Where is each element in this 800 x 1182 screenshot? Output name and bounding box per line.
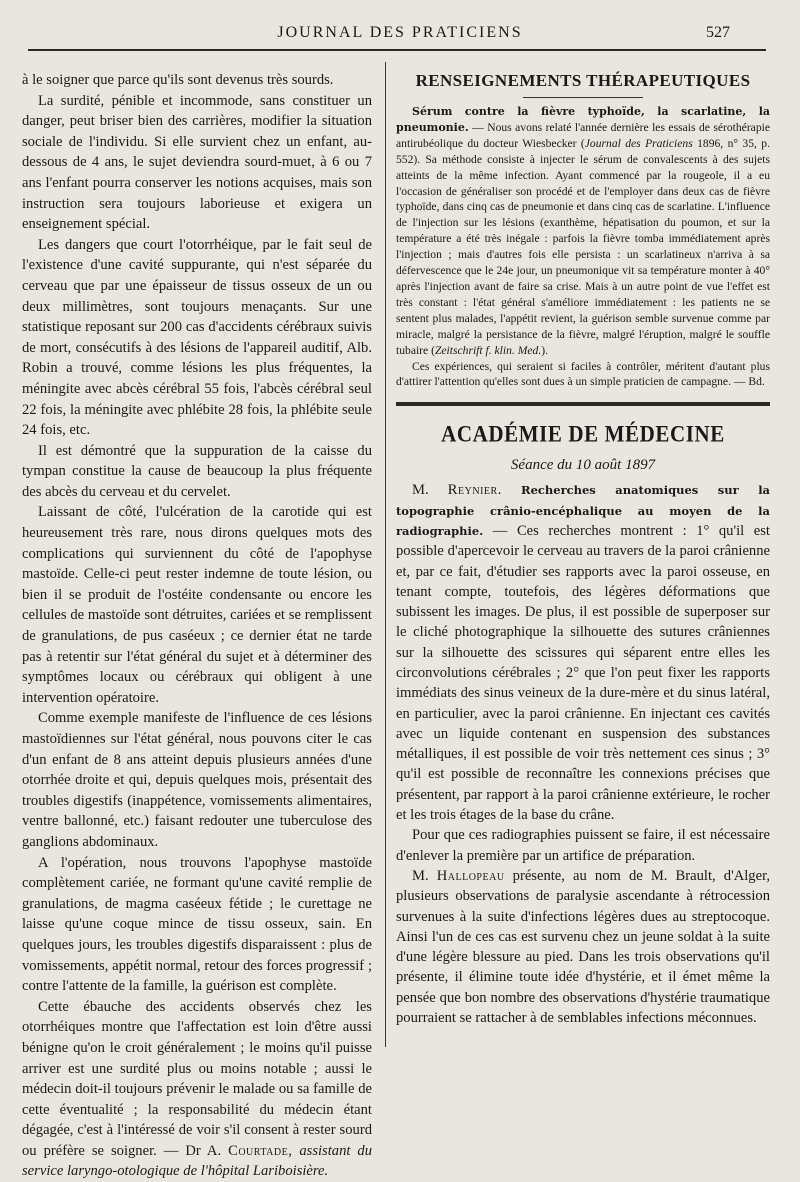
paragraph: La surdité, pénible et incommode, sans constituer un danger, peut briser bien des carrières, modifier la situation sociale de l'individu. Si elle survient chez un enfant, au-dessous de 4 ans, le sujet deviendra sourd-muet, à 6 ou 7 ans l'enfant pourra conserver les notions acquises, mais son instruction sera toujours laborieuse et exigera un enseignement spécial.: [22, 92, 372, 233]
text-run: M.: [412, 867, 429, 884]
section-title-academie: ACADÉMIE DE MÉDECINE: [441, 421, 725, 448]
title-underline: [523, 97, 643, 98]
left-column: [22, 70, 372, 1182]
text-run: ).: [541, 343, 548, 357]
paragraph: [396, 866, 770, 1028]
signature-prefix: Dr A.: [185, 1142, 222, 1159]
text-run: — Ces recherches montrent : 1° qu'il est possible d'apercevoir le cerveau au travers de la paroi crânienne et, par ce fait, d'étudier ses rapports avec la paroi osseuse, en tenant compte, toutefois, des légères déformations que subissent les images. De plus, il est possible de superposer sur le cliché photographique la silhouette des sutures crâniennes sur la silhouette des scissures qui séparent entre elles les circonvolutions cérébrales ; 2° que l'on peut fixer les rapports immédiats des sinus veineux de la dure-mère et du sinus latéral, en particulier, avec la paroi crânienne. En injectant ces cavités avec un liquide contenant en suspension des substances métalliques, il est possible de voir très nettement ces sinus ; 3° qu'il est possible de reconnaître les connexions précises que présentent, par rapport à la paroi crânienne extérieure, le rocher et les trois étages de la base du crâne.: [396, 522, 770, 824]
text-run: présente, au nom de M. Brault, d'Alger, plusieurs observations de paralysie ascendante à rétrocession survenues à la suite d'infections légères dues au streptocoque. Ainsi l'un de ces cas est survenu chez un jeune soldat à la suite d'une légère blessure au pied. Dans les trois observations qu'il présente, il élimine toute idée d'hystérie, et il émet même la pensée que bon nombre des observations d'hystérie traumatique pourraient se rattacher à de semblables infections méconnues.: [396, 867, 770, 1027]
column-divider: [385, 62, 386, 1047]
citation: Journal des Praticiens: [584, 136, 693, 150]
paragraph: [396, 104, 770, 359]
seance-date: Séance du 10 août 1897: [510, 457, 656, 474]
paragraph: Pour que ces radiographies puissent se faire, il est nécessaire d'enlever la première par un artifice de préparation.: [396, 827, 770, 864]
paragraph: Il est démontré que la suppuration de la caisse du tympan constitue la cause de beaucoup la plus fréquente des abcès du cerveau et du cervelet.: [22, 442, 372, 500]
author-name: Reynier.: [447, 482, 502, 499]
section-title-renseignements: RENSEIGNEMENTS THÉRAPEUTIQUES: [415, 71, 751, 90]
article-lead: Sérum contre la fièvre typhoïde, la scarlatine, la pneumonie.: [396, 105, 770, 134]
author-role: assistant du service laryngo-otologique de l'hôpital Lariboisière.: [22, 1142, 373, 1180]
page-number: 527: [706, 24, 730, 41]
section-divider: [396, 402, 770, 406]
paragraph: Laissant de côté, l'ulcération de la carotide qui est heureusement très rare, nous dirons quelques mots des complications qui surviennent du côté de l'apophyse mastoïde. Celle-ci peut rester indemne de toute lésion, ou bien il se produit de l'ostéite condensante ou encore les cellules de mastoïde sont détruites, cariées et se remplissent de granulations, de pus caséeux ; ce dernier état ne tarde pas à retentir sur l'état général du sujet et à déterminer des symptômes locaux ou cérébraux qui obligent à une intervention opératoire.: [22, 504, 372, 706]
paragraph-with-signature: [22, 997, 372, 1182]
right-column: [396, 70, 770, 1028]
journal-title: JOURNAL DES PRATICIENS: [277, 24, 523, 41]
paragraph: Ces expériences, qui seraient si faciles à contrôler, méritent d'autant plus d'attirer l'attention qu'elles sont dues à un simple praticien de campagne. — Bd.: [396, 359, 770, 389]
academie-body: [396, 480, 770, 1028]
paragraph: [396, 480, 770, 825]
text-run: M.: [412, 482, 429, 499]
paragraph: Les dangers que court l'otorrhéique, par le fait seul de l'existence d'une cavité suppurante, qui n'est séparée du cerveau que par une épaisseur de tissus osseux de un ou deux millimètres, sont toujours menaçants. Sur une statistique reposant sur 200 cas d'accidents cérébraux suivis de mort, consécutifs à des lésions de l'appareil auditif, Alb. Robin a trouvé, comme lésions les plus fréquentes, la méningite avec abcès cérébral 55 fois, l'abcès cérébral seul 22 fois, la méningite avec phlébite 28 fois, la phlébite seule 24 fois, etc.: [22, 236, 372, 439]
running-head: [0, 24, 800, 48]
text-run: 1896, n° 35, p. 552). Sa méthode consiste à injecter le sérum de convalescents à des sujets atteints de la même infection. Ayant commencé par la rougeole, il a eu l'occasion de généraliser son procédé et de l'employer dans deux cas de fièvre typhoïde, dans cinq cas de pneumonie et dans cinq cas de scarlatine. L'influence de l'injection sur les lésions (exanthème, hépatisation du poumon, et sur la température a été très inégale : parfois la fièvre tomba immédiatement après l'injection ; mais d'autres fois elle persista : un scarlatineux n'arriva à sa défervescence que le 24e jour, un pneumonique vit sa température monter à 40° après l'injection avant de faire sa crise. Mais à un autre point de vue l'effet est très constant : l'état général s'améliore immédiatement : les patients ne se sentent plus malades, l'appétit revient, la guérison semble survenue comme par miracle, malgré la persistance de la fièvre, malgré l'éruption, malgré le souffle tubaire (: [396, 136, 770, 357]
header-rule: [28, 49, 766, 51]
author-name: Hallopeau: [436, 867, 505, 884]
citation: Zeitschrift f. klin. Med.: [434, 343, 542, 357]
article-lead: Recherches anatomiques sur la topographie crânio-encéphalique au moyen de la radiographie.: [396, 483, 771, 538]
author-name: Courtade,: [228, 1142, 293, 1159]
paragraph: Comme exemple manifeste de l'influence de ces lésions mastoïdiennes sur l'état général, nous pouvons citer le cas d'un enfant de 8 ans atteint depuis plusieurs années d'une otorrhée droite et qui, depuis quelques mois, présentait des troubles digestifs (inappétence, vomissements alimentaires, ventre ballonné, etc.) faisant redouter une tuberculose des ganglions abdominaux.: [22, 710, 372, 850]
paragraph: à le soigner que parce qu'ils sont devenus très sourds.: [22, 72, 334, 88]
renseignements-body: [396, 104, 770, 390]
text-run: — Nous avons relaté l'année dernière les essais de sérothérapie antirubéolique du docteur Wiesbecker (: [396, 120, 770, 150]
paragraph: A l'opération, nous trouvons l'apophyse mastoïde complètement cariée, ne formant qu'une cavité remplie de granulations, de magma caséeux fétide ; le curettage ne laisse qu'une coque mince de tissu osseux, sain. En quelques jours, les troubles digestifs disparaissent : plus de vomissements, appétit normal, retour des forces progressif ; contre l'attente de la famille, la guérison est complète.: [22, 854, 372, 995]
paragraph: Cette ébauche des accidents observés chez les otorrhéiques montre que l'affectation est loin d'être aussi bénigne qu'on le croit généralement ; le moins qu'il puisse arriver est une surdité plus ou moins notable ; aussi le médecin doit-il toujours prévenir le malade ou sa famille de cette éventualité ; la responsabilité du médecin étant dégagée, c'est à l'intéressé de voir s'il consent à rester sourd ou préfère se soigner. —: [22, 998, 372, 1159]
